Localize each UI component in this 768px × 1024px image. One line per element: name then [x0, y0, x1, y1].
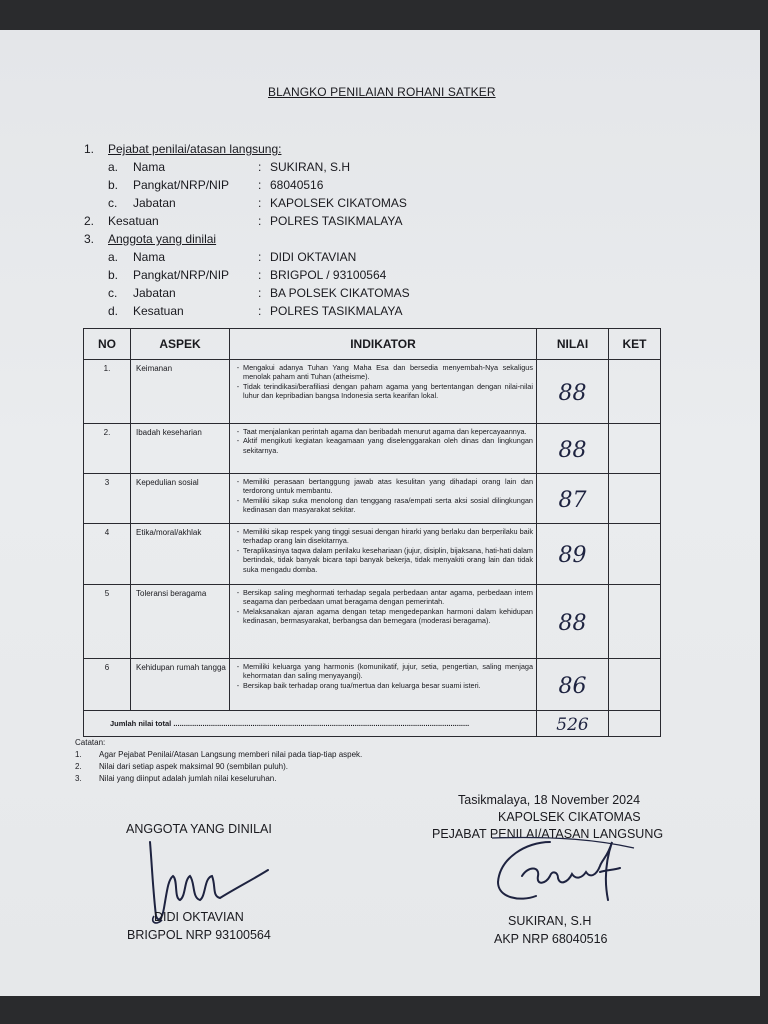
- field-label: Nama: [133, 160, 166, 174]
- section-2-row: [0, 214, 768, 229]
- note-number: 1.: [75, 750, 82, 759]
- assessment-table: [83, 328, 661, 737]
- office-title: KAPOLSEK CIKATOMAS: [498, 810, 641, 824]
- header-nilai: NILAI: [537, 329, 609, 360]
- indicator-text: Taat menjalankan perintah agama dan beribadah menurut agama dan kepercayaannya.: [243, 427, 527, 436]
- row-score-cell: [537, 424, 609, 474]
- note-text: Nilai dari setiap aspek maksimal 90 (sembilan puluh).: [99, 762, 288, 771]
- row-aspect: Kehidupan rumah tangga: [131, 659, 230, 711]
- note-number: 2.: [75, 762, 82, 771]
- field-row: [0, 304, 768, 319]
- field-colon: :: [258, 250, 262, 264]
- field-value: 68040516: [270, 178, 324, 192]
- indicator-text: Memiliki sikap respek yang tinggi sesuai dengan hirarki yang berlaku dan berperilaku baik terhadap orang lain disekitarnya.: [243, 527, 533, 546]
- field-colon: :: [258, 214, 262, 228]
- field-label: Jabatan: [133, 286, 176, 300]
- section-heading: Pejabat penilai/atasan langsung:: [108, 142, 282, 156]
- bullet-dash: -: [236, 662, 240, 671]
- field-row: [0, 160, 768, 175]
- row-indicators: [230, 524, 537, 585]
- right-signer-name: SUKIRAN, S.H: [508, 914, 592, 928]
- indicator-item: [233, 496, 533, 515]
- table-row: [84, 424, 661, 474]
- table-row: [84, 524, 661, 585]
- field-colon: :: [258, 286, 262, 300]
- note-item: [75, 749, 362, 761]
- row-indicators: [230, 424, 537, 474]
- indicator-item: [233, 681, 533, 690]
- handwritten-score: 88: [558, 380, 587, 406]
- header-no: NO: [84, 329, 131, 360]
- header-aspek: ASPEK: [131, 329, 230, 360]
- field-letter: a.: [108, 160, 119, 174]
- row-ket-cell: [609, 424, 661, 474]
- field-value: SUKIRAN, S.H: [270, 160, 351, 174]
- row-ket-cell: [609, 659, 661, 711]
- field-value: BRIGPOL / 93100564: [270, 268, 387, 282]
- row-aspect: Keimanan: [131, 360, 230, 424]
- handwritten-score: 87: [558, 487, 587, 513]
- field-row: [0, 178, 768, 193]
- field-value: KAPOLSEK CIKATOMAS: [270, 196, 407, 210]
- row-indicators: [230, 585, 537, 659]
- row-number: 2.: [84, 424, 131, 474]
- indicator-item: [233, 607, 533, 626]
- row-number: 6: [84, 659, 131, 711]
- indicator-text: Memiliki keluarga yang harmonis (komunikatif, jujur, setia, pengertian, saling menjaga kehormatan dan saling menyayangi).: [243, 662, 533, 681]
- field-row: [0, 286, 768, 301]
- row-aspect: Ibadah keseharian: [131, 424, 230, 474]
- field-colon: :: [258, 178, 262, 192]
- table-header-row: [84, 329, 661, 360]
- section-number: 1.: [84, 142, 95, 156]
- row-number: 4: [84, 524, 131, 585]
- note-text: Agar Pejabat Penilai/Atasan Langsung memberi nilai pada tiap-tiap aspek.: [99, 750, 363, 759]
- section-3-heading: [0, 232, 768, 247]
- row-score-cell: [537, 585, 609, 659]
- indicator-item: [233, 427, 533, 436]
- indicator-item: [233, 662, 533, 681]
- row-aspect: Toleransi beragama: [131, 585, 230, 659]
- row-indicators: [230, 474, 537, 524]
- right-handwritten-signature: [488, 832, 638, 914]
- field-label: Kesatuan: [133, 304, 184, 318]
- right-signer-rank: AKP NRP 68040516: [494, 932, 608, 946]
- section-number: 3.: [84, 232, 95, 246]
- row-indicators: [230, 360, 537, 424]
- row-score-cell: [537, 360, 609, 424]
- bullet-dash: -: [236, 606, 240, 616]
- row-ket-cell: [609, 360, 661, 424]
- field-letter: b.: [108, 178, 119, 192]
- notes-heading: Catatan:: [75, 738, 106, 747]
- row-number: 1.: [84, 360, 131, 424]
- signer-role: PEJABAT PENILAI/ATASAN LANGSUNG: [432, 827, 664, 841]
- row-aspect: Kepedulian sosial: [131, 474, 230, 524]
- bullet-dash: -: [236, 680, 240, 690]
- handwritten-score: 89: [558, 542, 587, 568]
- indicator-text: Teraplikasinya taqwa dalam perilaku kesehariaan (jujur, disiplin, bijaksana, hati-hati dalam bertindak, tidak banyak bicara tapi banyak bekerja, tidak menyakiti orang lain dan tidak suka mengadu domba.: [243, 545, 534, 574]
- field-colon: :: [258, 268, 262, 282]
- indicator-text: Bersikap saling meghormati terhadap segala perbedaan antar agama, perbedaan intern seagama dan perbedaan umat beragama dengan pemerintah.: [243, 588, 533, 607]
- table-row: [84, 360, 661, 424]
- field-value: DIDI OKTAVIAN: [270, 250, 357, 264]
- indicator-text: Memiliki perasaan bertanggung jawab atas kesulitan yang dihadapi orang lain dan terdorong untuk membantu.: [243, 477, 533, 496]
- section-1-heading: [0, 142, 768, 157]
- bullet-dash: -: [236, 588, 240, 597]
- indicator-item: [233, 588, 533, 607]
- row-number: 5: [84, 585, 131, 659]
- field-row: [0, 196, 768, 211]
- header-indikator: INDIKATOR: [230, 329, 537, 360]
- indicator-text: Bersikap baik terhadap orang tua/mertua dan keluarga besar suami isteri.: [243, 680, 481, 690]
- field-colon: :: [258, 196, 262, 210]
- indicator-text: Melaksanakan ajaran agama dengan tetap mengedepankan harmoni dalam kehidupan kedinasan, bermasyarakat, berbangsa dan bernegara (moderasi beragama).: [243, 606, 533, 626]
- section-number: 2.: [84, 214, 95, 228]
- total-label: Jumlah nilai total ..............................................................................................................................................: [84, 711, 537, 737]
- note-item: [75, 761, 362, 773]
- bullet-dash: -: [236, 436, 240, 446]
- row-ket-cell: [609, 585, 661, 659]
- field-value: BA POLSEK CIKATOMAS: [270, 286, 410, 300]
- table-row: [84, 474, 661, 524]
- note-text: Nilai yang diinput adalah jumlah nilai keseluruhan.: [99, 774, 277, 783]
- field-value: POLRES TASIKMALAYA: [270, 214, 403, 228]
- field-value: POLRES TASIKMALAYA: [270, 304, 403, 318]
- indicator-item: [233, 363, 533, 382]
- indicator-text: Mengakui adanya Tuhan Yang Maha Esa dan bersedia menyembah-Nya sekaligus menolak paham anti Tuhan (atheisme).: [243, 363, 533, 382]
- field-letter: d.: [108, 304, 119, 318]
- indicator-text: Memiliki sikap suka menolong dan tenggang rasa/empati serta aksi sosial dilingkungan kedinasan dan masyarakat sekitar.: [243, 495, 533, 515]
- indicator-item: [233, 382, 533, 401]
- indicator-item: [233, 477, 533, 496]
- row-score-cell: [537, 474, 609, 524]
- row-ket-cell: [609, 524, 661, 585]
- handwritten-total: 526: [556, 714, 589, 735]
- handwritten-score: 86: [558, 673, 587, 699]
- field-label: Jabatan: [133, 196, 176, 210]
- field-colon: :: [258, 160, 262, 174]
- row-score-cell: [537, 524, 609, 585]
- field-colon: :: [258, 304, 262, 318]
- bullet-dash: -: [236, 477, 240, 486]
- field-label: Kesatuan: [108, 214, 159, 228]
- row-number: 3: [84, 474, 131, 524]
- bullet-dash: -: [236, 363, 240, 372]
- place-date: Tasikmalaya, 18 November 2024: [458, 793, 641, 807]
- bullet-dash: -: [236, 495, 240, 505]
- indicator-text: Tidak terindikasi/berafiliasi dengan paham agama yang bertentangan dengan nilai-nilai luhur dan kepribadian bangsa Indonesia serta kearifan lokal.: [243, 381, 533, 401]
- field-letter: c.: [108, 286, 118, 300]
- table-row: [84, 585, 661, 659]
- row-aspect: Etika/moral/akhlak: [131, 524, 230, 585]
- total-score-cell: [537, 711, 609, 737]
- left-signer-rank: BRIGPOL NRP 93100564: [127, 928, 271, 942]
- bullet-dash: -: [236, 381, 240, 391]
- field-row: [0, 268, 768, 283]
- notes-section: [75, 737, 362, 785]
- document-title: BLANGKO PENILAIAN ROHANI SATKER: [268, 85, 496, 99]
- field-letter: b.: [108, 268, 119, 282]
- header-ket: KET: [609, 329, 661, 360]
- bullet-dash: -: [236, 427, 240, 436]
- left-signature-heading: ANGGOTA YANG DINILAI: [126, 822, 272, 836]
- field-label: Pangkat/NRP/NIP: [133, 178, 230, 192]
- indicator-text: Aktif mengikuti kegiatan keagamaan yang diselenggarakan oleh dinas dan lingkungan sekitarnya.: [243, 436, 533, 455]
- handwritten-score: 88: [558, 610, 587, 636]
- note-item: [75, 773, 362, 785]
- indicator-item: [233, 436, 533, 455]
- field-letter: c.: [108, 196, 118, 210]
- field-label: Nama: [133, 250, 166, 264]
- row-indicators: [230, 659, 537, 711]
- indicator-item: [233, 546, 533, 574]
- row-ket-cell: [609, 474, 661, 524]
- field-letter: a.: [108, 250, 119, 264]
- table-total-row: [84, 711, 661, 737]
- field-row: [0, 250, 768, 265]
- section-heading: Anggota yang dinilai: [108, 232, 217, 246]
- note-number: 3.: [75, 774, 82, 783]
- field-label: Pangkat/NRP/NIP: [133, 268, 230, 282]
- indicator-item: [233, 527, 533, 546]
- bullet-dash: -: [236, 527, 240, 536]
- bullet-dash: -: [236, 545, 240, 555]
- row-score-cell: [537, 659, 609, 711]
- total-ket-cell: [609, 711, 661, 737]
- table-row: [84, 659, 661, 711]
- handwritten-score: 88: [558, 437, 587, 463]
- left-signer-name: DIDI OKTAVIAN: [154, 910, 244, 924]
